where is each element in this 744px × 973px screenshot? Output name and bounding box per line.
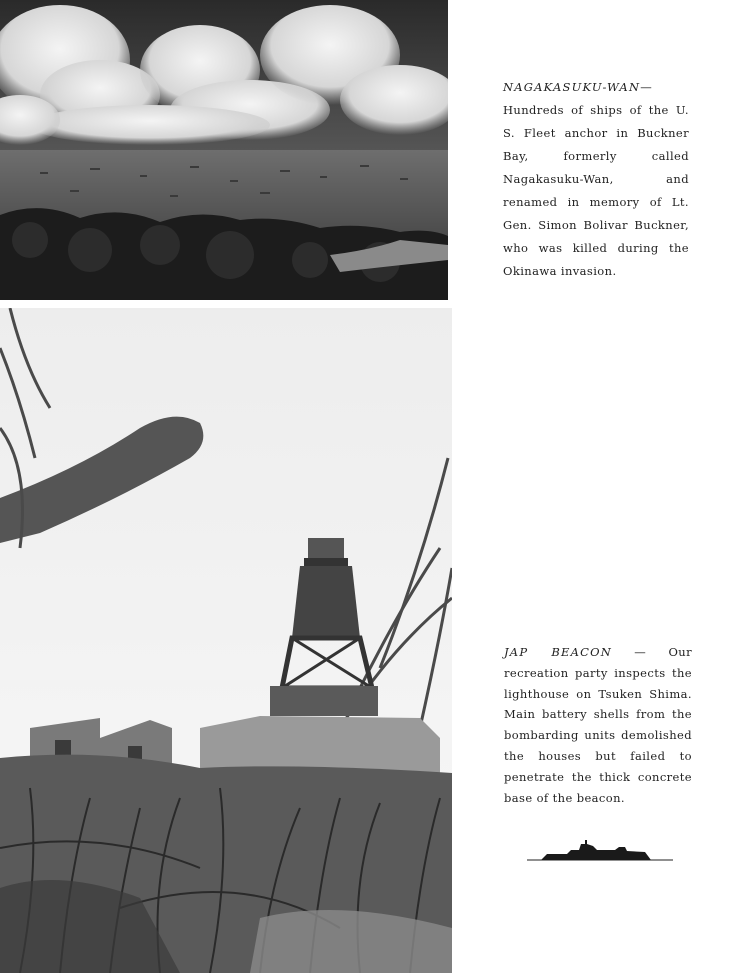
caption-body: —Hundreds of ships of the U. S. Fleet anchor in Buckner Bay, formerly called Nagakasuku-Wan, and renamed in memory of Lt. Gen. Simon Bolivar Buckner, who was killed during the Okinawa invasion. — [503, 80, 689, 278]
caption-heading: JAP BEACON — [504, 645, 612, 659]
lighthouse-photo — [0, 308, 452, 973]
bay-photo-image — [0, 0, 448, 300]
caption-heading: NAGAKASUKU-WAN — [503, 80, 641, 94]
caption-body: — Our recreation party inspects the lighthouse on Tsuken Shima. Main battery shells from the bombarding units demolished the houses but failed to penetrate the thick concrete base of the beacon. — [504, 645, 692, 805]
caption-jap-beacon — [504, 642, 692, 808]
caption-nagakasuku-wan — [503, 76, 689, 283]
ship-silhouette-icon — [527, 838, 673, 866]
lighthouse-photo-image — [0, 308, 452, 973]
bay-photo — [0, 0, 448, 300]
